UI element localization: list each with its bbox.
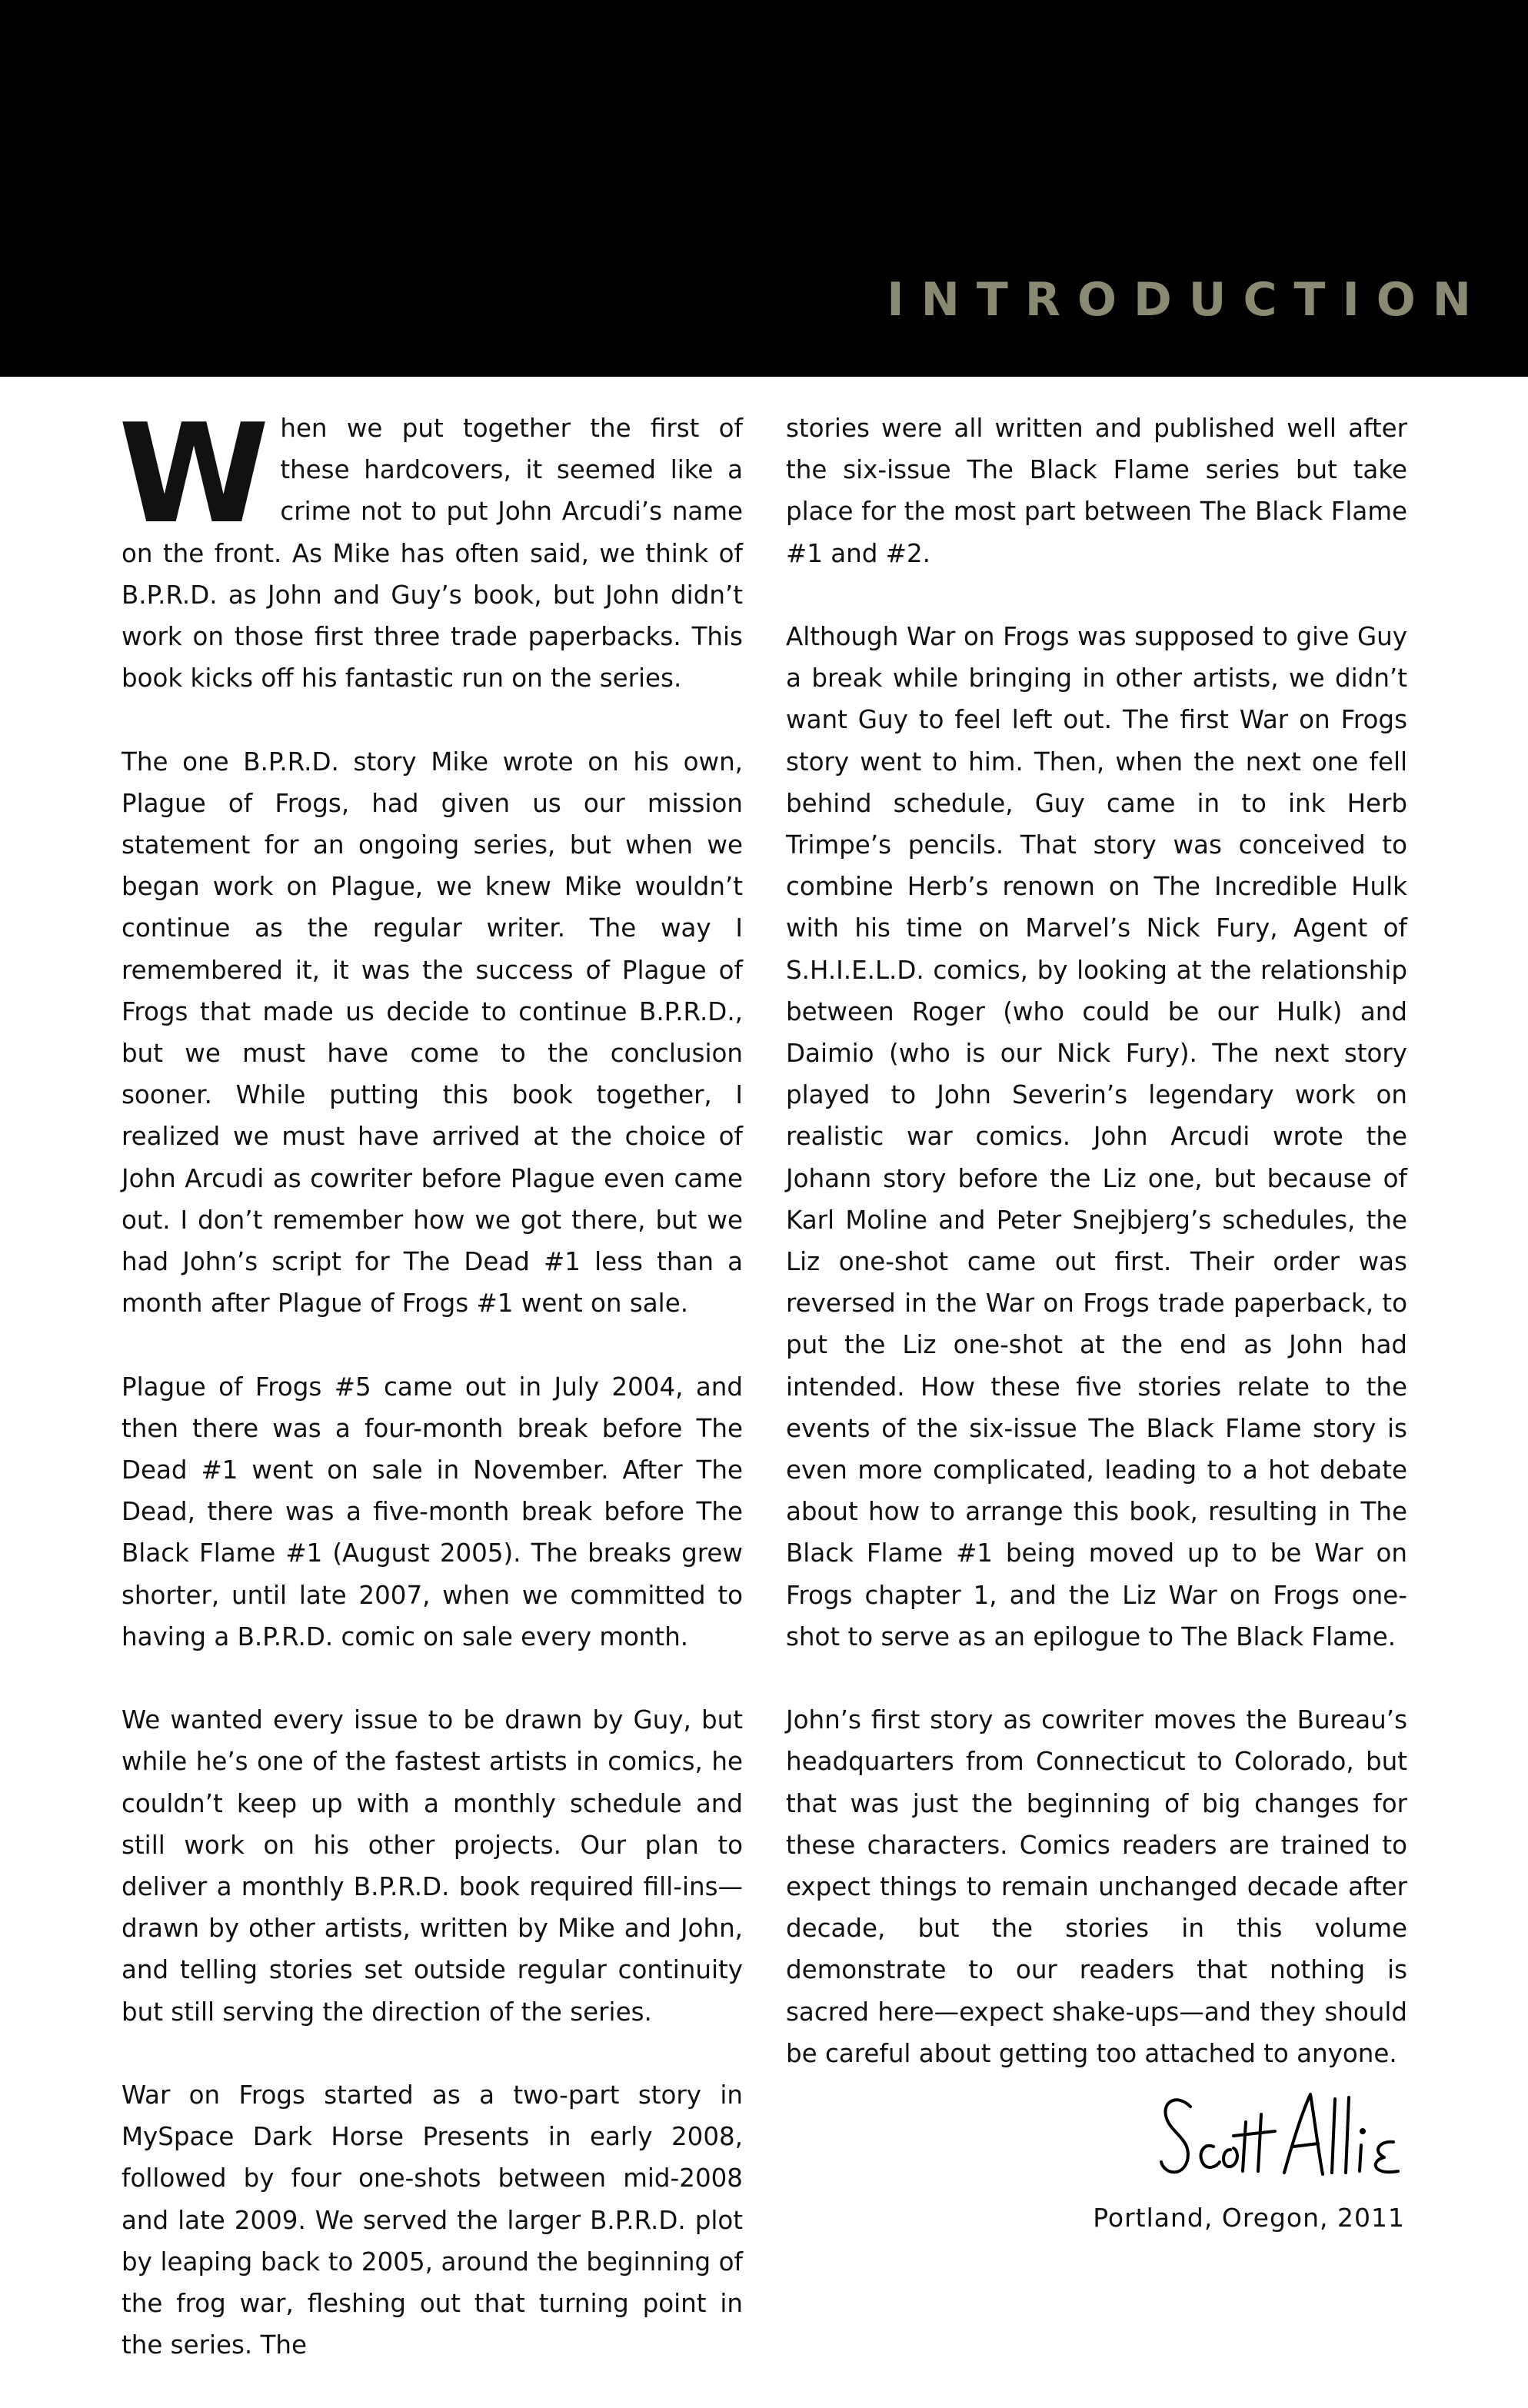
header-band: [0, 0, 1528, 377]
paragraph: Although War on Frogs was supposed to give Guy a break while bringing in other artists, we didn’t want Guy to feel left out. The first War on Frogs story went to him. Then, when the next one fell behind schedule, Guy came in to ink Herb Trimpe’s pencils. That story was conceived to combine Herb’s renown on The Incredible Hulk with his time on Marvel’s Nick Fury, Agent of S.H.I.E.L.D. comics, by looking at the relationship between Roger (who could be our Hulk) and Daimio (who is our Nick Fury). The next story played to John Severin’s legendary work on realistic war comics. John Arcudi wrote the Johann story before the Liz one, but because of Karl Moline and Peter Snejbjerg’s schedules, the Liz one-shot came out first. Their order was reversed in the War on Frogs trade paperback, to put the Liz one-shot at the end as John had intended. How these five stories relate to the events of the six-issue The Black Flame story is even more complicated, leading to a hot debate about how to arrange this book, resulting in The Black Flame #1 being moved up to be War on Frogs chapter 1, and the Liz War on Frogs one-shot to serve as an epilogue to The Black Flame.: [786, 622, 1407, 1651]
dropcap: W: [118, 394, 270, 554]
right-column: [786, 407, 1407, 2116]
paragraph: Plague of Frogs #5 came out in July 2004, and then there was a four-month break before The Dead #1 went on sale in November. After The Dead, there was a five-month break before The Black Flame #1 (August 2005). The breaks grew shorter, until late 2007, when we committed to having a B.P.R.D. comic on sale every month.: [122, 1372, 743, 1651]
paragraph: [118, 394, 743, 699]
paragraph: stories were all written and published well after the six-issue The Black Flame series but take place for the most part between The Black Flame #1 and #2.: [786, 414, 1407, 568]
paragraph-text: hen we put together the first of these hardcovers, it seemed like a crime not to put John Arcudi’s name on the front. As Mike has often said, we think of B.P.R.D. as John and Guy’s book, but John didn’t work on those first three trade paperbacks. This book kicks off his fantastic run on the series.: [122, 414, 743, 693]
paragraph: We wanted every issue to be drawn by Guy, but while he’s one of the fastest artists in comics, he couldn’t keep up with a monthly schedule and still work on his other projects. Our plan to deliver a monthly B.P.R.D. book required fill-ins—drawn by other artists, written by Mike and John, and telling stories set outside regular continuity but still serving the direction of the series.: [122, 1705, 743, 2027]
left-column: [118, 394, 743, 2408]
signature: [1153, 2076, 1415, 2199]
page-title: INTRODUCTION: [887, 273, 1488, 327]
paragraph: John’s first story as cowriter moves the Bureau’s headquarters from Connecticut to Colorado, but that was just the beginning of big changes for these characters. Comics readers are trained to expect things to remain unchanged decade after decade, but the stories in this volume demonstrate to our readers that nothing is sacred here—expect shake-ups—and they should be careful about getting too attached to anyone.: [786, 1705, 1407, 2068]
signature-location: Portland, Oregon, 2011: [1093, 2203, 1405, 2233]
paragraph: The one B.P.R.D. story Mike wrote on his own, Plague of Frogs, had given us our mission statement for an ongoing series, but when we began work on Plague, we knew Mike wouldn’t continue as the regular writer. The way I remembered it, it was the success of Plague of Frogs that made us decide to continue B.P.R.D., but we must have come to the conclusion sooner. While putting this book together, I realized we must have arrived at the choice of John Arcudi as cowriter before Plague even came out. I don’t remember how we got there, but we had John’s script for The Dead #1 less than a month after Plague of Frogs #1 went on sale.: [122, 747, 743, 1319]
paragraph: War on Frogs started as a two-part story in MySpace Dark Horse Presents in early 2008, followed by four one-shots between mid-2008 and late 2009. We served the larger B.P.R.D. plot by leaping back to 2005, around the beginning of the frog war, fleshing out that turning point in the series. The: [122, 2080, 743, 2360]
